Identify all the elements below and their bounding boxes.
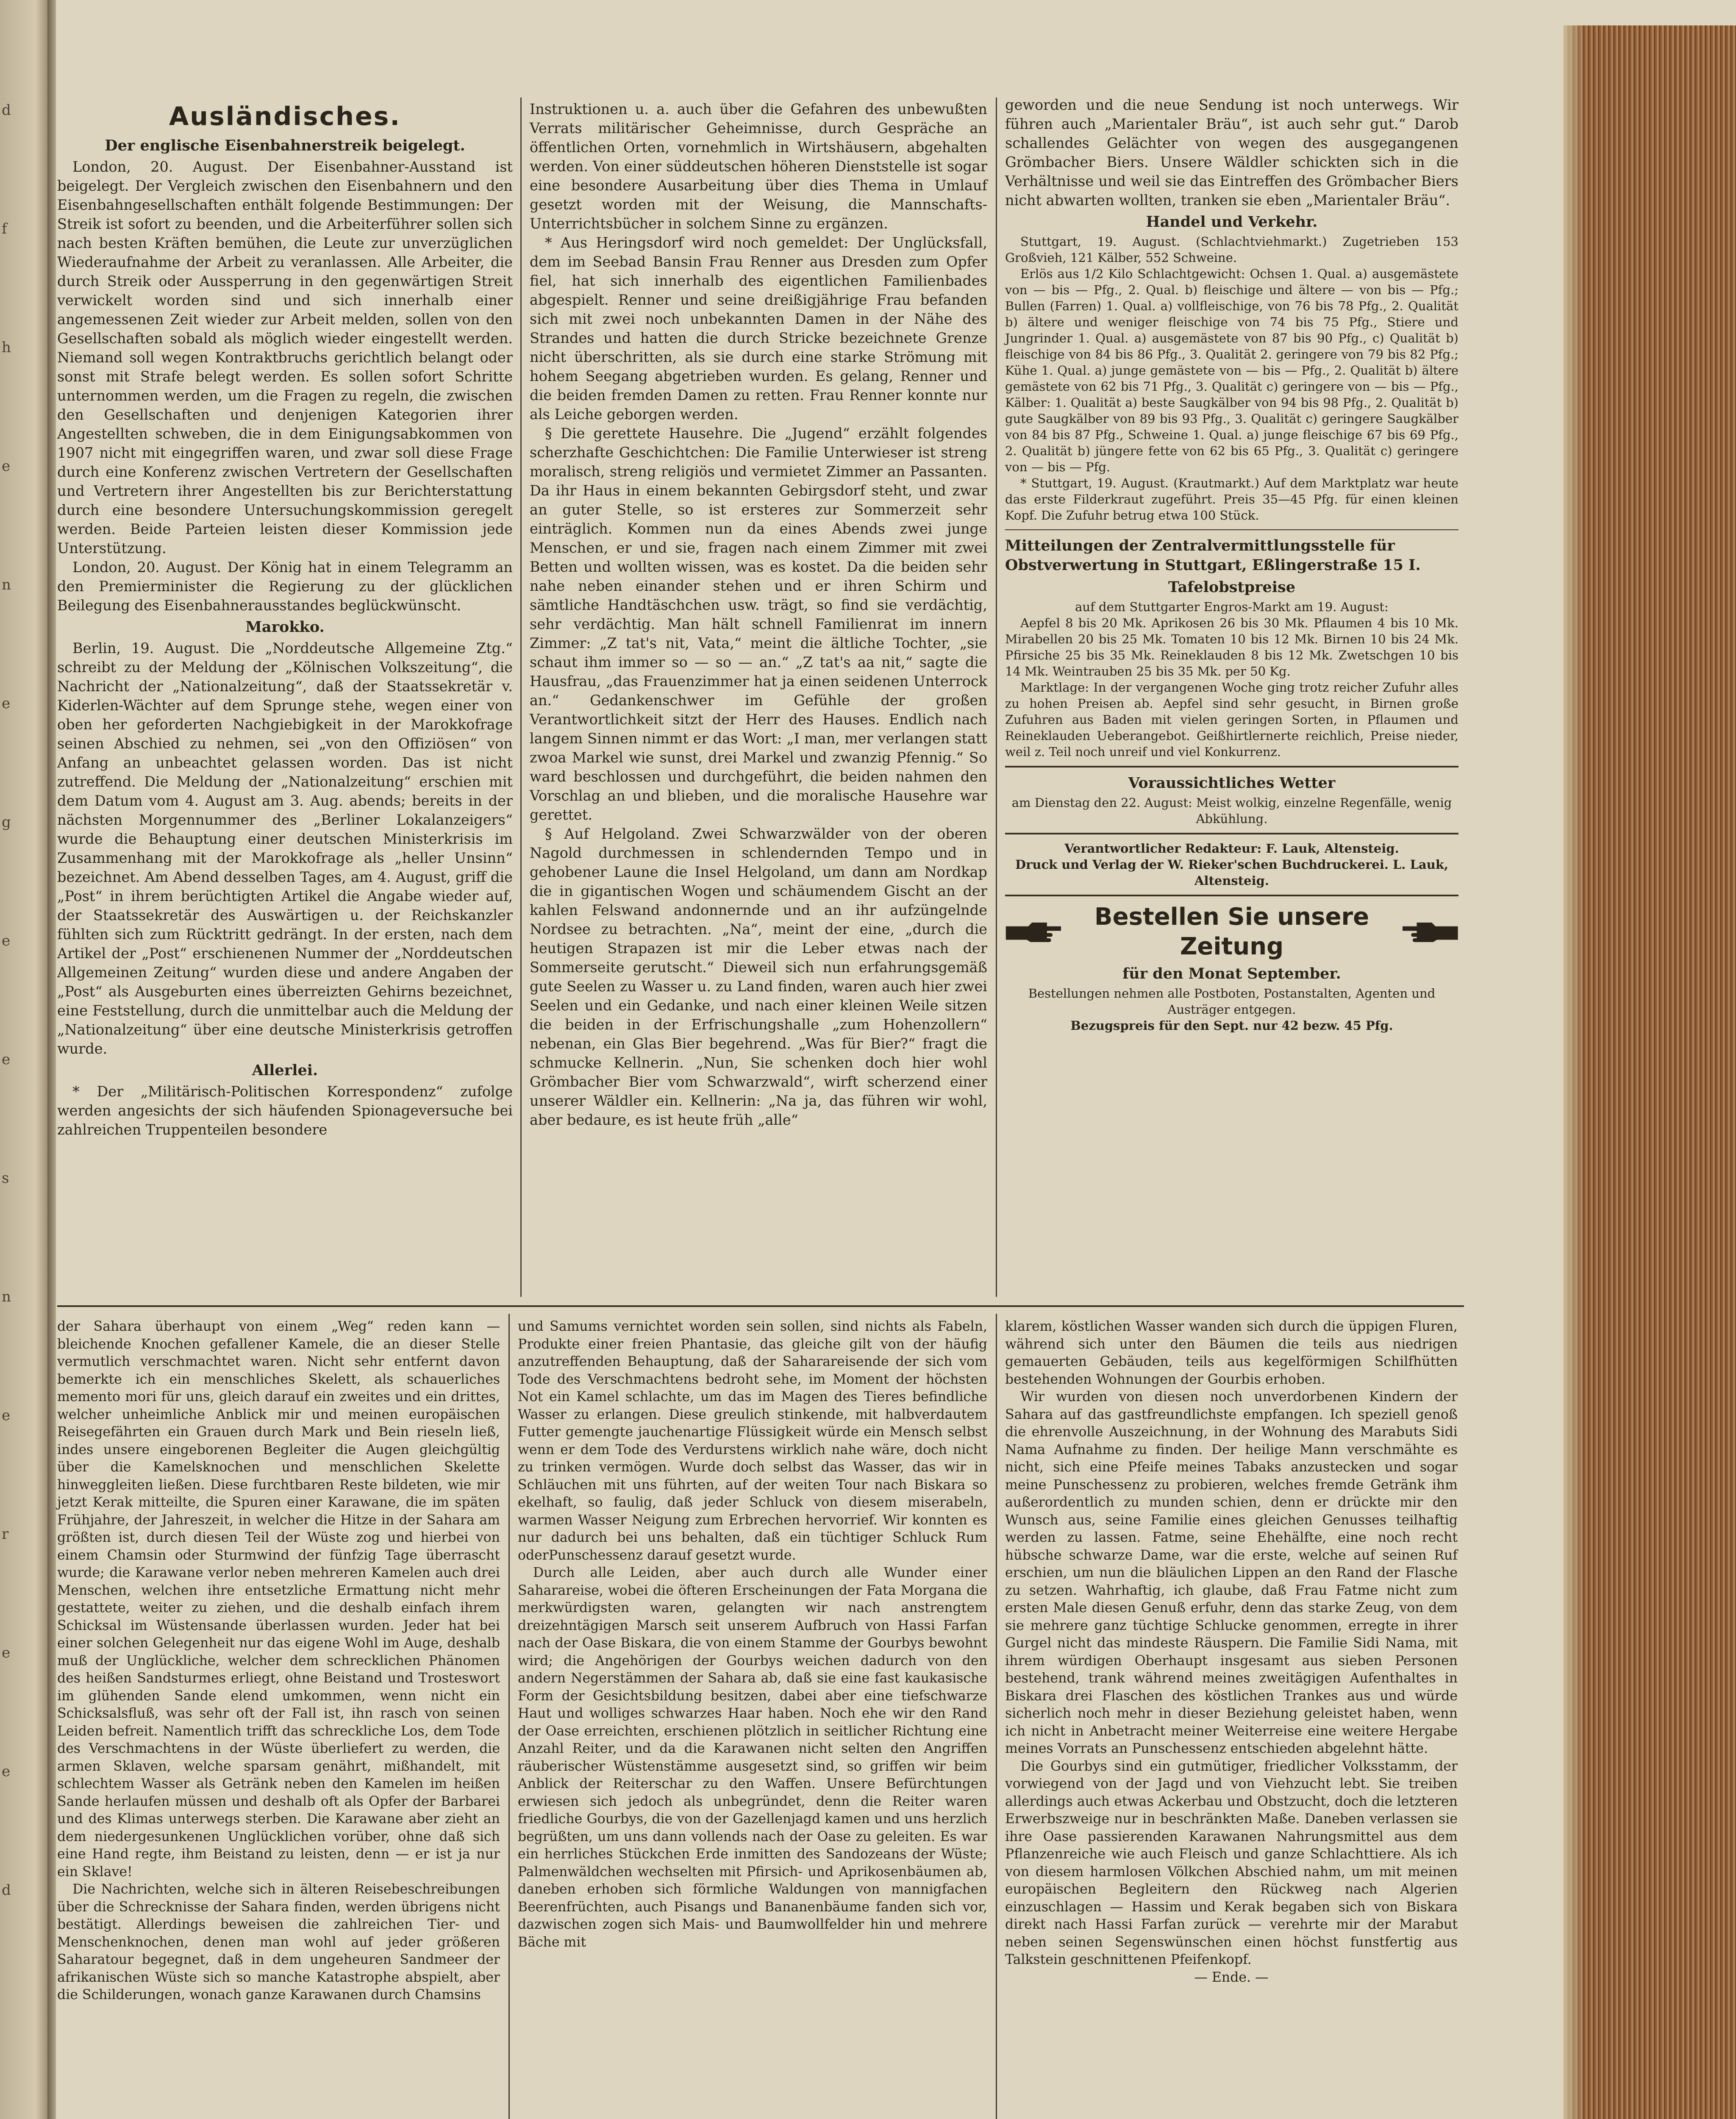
pointing-hand-left-icon — [1403, 920, 1458, 944]
story-paragraph: Wir wurden von diesen noch unverdorbenen Kindern der Sahara auf das gastfreundlichste empfangen. Ich speziell genoß die ehrenvolle Auszeichnung, in der Wohnung des Marabuts Sidi Nama Aufnahme zu finden. Der heilige Mann verschmähte es nicht, sich eine Pfeife meines Tabaks anzustecken und sogar meine Punschessenz zu probieren, welches fremde Getränk ihm außerordentlich zu munden schien, denn er drückte mir den Wunsch aus, seine Familie eines gleichen Genusses teilhaftig werden zu lassen. Fatme, seine Ehehälfte, eine noch recht hübsche schwarze Dame, war die erste, welche auf seinen Ruf erschien, um nun die bläulichen Lippen an den Rand der Flasche zu setzen. Wahrhaftig, ich glaube, daß Frau Fatme nicht zum ersten Male diesen Genuß erfuhr, denn das starke Zeug, von dem sie mehrere ganz tüchtige Schlucke genommen, erregte in ihrer Gurgel nicht das mindeste Räuspern. Die Familie Sidi Nama, mit ihrem würdigen Oberhaupt insgesamt aus sieben Personen bestehend, trank während meines zweitägigen Aufenthaltes in Biskara drei Flaschen des köstlichen Trankes aus und würde sicherlich noch mehr in dieser Beziehung geleistet haben, wenn ich nicht in Anbetracht meiner Weiterreise eine weitere Hergabe meines Vorrats an Punschessenz entschieden abgelehnt hätte. — [1005, 1389, 1458, 1756]
article-paragraph: Berlin, 19. August. Die „Norddeutsche Allgemeine Ztg.“ schreibt zu der Meldung der „Kölnischen Volkszeitung“, die Nachricht der „Nationalzeitung“, daß der Staatssekretär v. Kiderlen-Wächter auf dem Sprunge stehe, wegen einer von oben her geforderten Nachgiebigkeit in der Marokkofrage seinen Abschied zu nehmen, sei „von den Offiziösen“ von Anfang an unbeachtet gelassen worden. Das ist nicht zutreffend. Die Meldung der „Nationalzeitung“ erschien mit dem Datum vom 4. August am 3. Aug. abends; bereits in der nächsten Morgennummer des „Berliner Lokalanzeigers“ wurde die Behauptung einer deutschen Ministerkrisis im Zusammenhang mit der Marokkofrage als „heller Unsinn“ bezeichnet. Am Abend desselben Tages, am 4. August, griff die „Post“ in ihrem berüchtigten Artikel die Angabe wieder auf, der Staatssekretär des Auswärtigen u. der Reichskanzler fühlten sich zum Rücktritt gedrängt. In der ersten, nach dem Artikel der „Post“ erschienenen Nummer der „Norddeutschen Allgemeinen Zeitung“ wurden diese und andere Angaben der „Post“ als Ausgeburten eines überreizten Gehirns bezeichnet, eine Feststellung, durch die unmittelbar auch die Meldung der „Nationalzeitung“ über eine deutsche Ministerkrisis getroffen wurde. — [57, 640, 513, 1057]
divider — [1005, 895, 1458, 896]
left-page-fragment: e — [2, 458, 11, 475]
section-divider — [57, 1305, 1464, 1307]
column-middle — [530, 100, 987, 1129]
article-headline: Allerlei. — [252, 1062, 318, 1079]
column-rule — [996, 97, 997, 1297]
column-rule — [520, 97, 522, 1297]
feuilleton-column-1 — [57, 1318, 500, 2004]
imprint-publisher: Druck und Verlag der W. Rieker'schen Buchdruckerei. L. Lauk, Altensteig. — [1015, 857, 1449, 888]
subscription-price: Bezugspreis für den Sept. nur 42 bezw. 45 Pfg. — [1070, 1018, 1393, 1033]
column-rule — [508, 1314, 510, 2119]
market-report: Erlös aus 1/2 Kilo Schlachtgewicht: Ochsen 1. Qual. a) ausgemästete von — bis — Pfg., 2. Qual. b) fleischige und ältere — von bis — Pfg.; Bullen (Farren) 1. Qual. a) vollfleischige, von 76 bis 78 Pfg., 2. Qualität b) ältere und weniger fleischige von 74 bis 75 Pfg., Stiere und Jungrinder 1. Qual. a) ausgemästete von 87 bis 90 Pfg., c) Qualität b) fleischige von 84 bis 86 Pfg., 3. Qualität 2. geringere von 79 bis 82 Pfg.; Kühe 1. Qual. a) junge gemästete von — bis — Pfg., 2. Qualität b) ältere gemästete von 62 bis 71 Pfg., 3. Qualität c) geringere von — bis — Pfg., Kälber: 1. Qualität a) beste Saugkälber von 94 bis 98 Pfg., 2. Qualität b) gute Saugkälber von 89 bis 93 Pfg., 3. Qualität c) geringere Saugkälber von 84 bis 87 Pfg., Schweine 1. Qual. a) junge fleischige 67 bis 69 Pfg., 2. Qualität b) jüngere fette von 62 bis 65 Pfg., 3. Qualität c) geringere von — bis — Pfg. — [1005, 267, 1458, 474]
left-page-fragment: r — [2, 1526, 9, 1543]
left-page-fragment: e — [2, 1763, 11, 1780]
market-report: Stuttgart, 19. August. (Schlachtviehmarkt.) Zugetrieben 153 Großvieh, 121 Kälber, 552 Schweine. — [1005, 234, 1458, 265]
article-paragraph: London, 20. August. Der Eisenbahner-Ausstand ist beigelegt. Der Vergleich zwischen den Eisenbahnern und den Eisenbahngesellschaften enthält folgende Bestimmungen: Der Streik ist sofort zu beenden, und die Arbeiterführer sollen sich nach besten Kräften bemühen, die Leute zur unverzüglichen Wiederaufnahme der Arbeit zu veranlassen. Alle Arbeiter, die durch Streik oder Aussperrung in den gegenwärtigen Streit verwickelt worden sind und sich innerhalb einer angemessenen Zeit wieder zur Arbeit melden, sollen von den Gesellschaften sobald als möglich wieder eingestellt werden. Niemand soll wegen Kontraktbruchs gerichtlich belangt oder sonst mit Strafe belegt werden. Es sollen sofort Schritte unternommen werden, um die Fragen zu regeln, die zwischen den Gesellschaften und denjenigen Kategorien ihrer Angestellten schweben, die in dem Einigungsabkommen von 1907 nicht mit eingegriffen waren, und zwar soll diese Frage durch eine Konferenz zwischen Vertretern der Gesellschaften und Vertretern ihrer Angestellten bis zur Berichterstattung durch eine besondere Untersuchungskommission geregelt werden. Beide Parteien leisten dieser Kommission jede Unterstützung. — [57, 159, 513, 556]
book-gutter — [47, 0, 56, 2119]
left-page-fragment: s — [2, 1170, 9, 1187]
article-headline: Der englische Eisenbahnerstreik beigelegt. — [105, 137, 465, 154]
pointing-hand-right-icon — [1005, 920, 1061, 944]
subheading: auf dem Stuttgarter Engros-Markt am 19. August: — [1075, 600, 1389, 614]
story-end-mark: — Ende. — — [1194, 1969, 1269, 1985]
left-page-fragment: e — [2, 1644, 11, 1661]
divider — [1005, 766, 1458, 768]
left-page-fragment: e — [2, 1051, 11, 1068]
price-list: Aepfel 8 bis 20 Mk. Aprikosen 26 bis 30 Mk. Pflaumen 4 bis 10 Mk. Mirabellen 20 bis 25 Mk. Tomaten 10 bis 12 Mk. Birnen 10 bis 24 Mk. Pfirsiche 25 bis 35 Mk. Reineklauden 8 bis 12 Mk. Zwetschgen 10 bis 14 Mk. Weintrauben 25 bis 35 Mk. per 50 Kg. — [1005, 616, 1458, 679]
feuilleton-column-2 — [518, 1318, 987, 1951]
article-paragraph: * Der „Militärisch-Politischen Korrespondenz“ zufolge werden angesichts der sich häufenden Spionageversuche bei zahlreichen Truppenteilen besondere — [57, 1083, 513, 1138]
subscription-text: Bestellungen nehmen alle Postboten, Postanstalten, Agenten und Austräger entgegen. — [1028, 986, 1436, 1017]
section-title: Mitteilungen der Zentralvermittlungsstelle für Obstverwertung in Stuttgart, Eßlingerstraße 15 I. — [1005, 537, 1421, 574]
section-title: Ausländisches. — [169, 102, 401, 131]
left-page-fragment: n — [2, 1288, 11, 1305]
story-paragraph: der Sahara überhaupt von einem „Weg“ reden kann — bleichende Knochen gefallener Kamele, die an dieser Stelle vermutlich verschmachtet waren. Nicht sehr entfernt davon bemerkte ich ein menschliches Skelett, als schauerliches memento mori für uns, gleich darauf ein zweites und ein drittes, welcher unheimliche Anblick mir und meinen europäischen Reisegefährten ein Grauen durch Mark und Bein rieseln ließ, indes unsere eingeborenen Begleiter die Augen gleichgültig über die Kamelsknochen und menschlichen Skelette hinweggleiten ließen. Diese furchtbaren Reste bildeten, wie mir jetzt Kerak mitteilte, die Spuren einer Karawane, die im späten Frühjahre, der Jahreszeit, in welcher die Hitze in der Sahara am größten ist, durch diesen Teil der Wüste zog und hierbei von einem Chamsin oder Sturmwind der fünfzig Tage überrascht wurde; die Karawane verlor neben mehreren Kamelen auch drei Menschen, welchen ihre entsetzliche Ermattung nicht mehr gestattete, weiter zu ziehen, und die deshalb einfach ihrem Schicksal im Wüstensande überlassen wurden. Jeder hat bei einer solchen Gelegenheit nur das eigene Wohl im Auge, deshalb muß der Unglückliche, welcher dem schrecklichen Phänomen des heißen Sandsturmes erliegt, ohne Beistand und Trosteswort im glühenden Sande elend umkommen, wenn nicht ein Schicksalsfluß, was sehr oft der Fall ist, ihn rasch von seinen Leiden befreit. Namentlich trifft das schreckliche Los, dem Tode des Verschmachtens in der Wüste überliefert zu werden, die armen Sklaven, welche sparsam genährt, mißhandelt, mit schlechtem Wasser als Getränk neben den Kamelen im heißen Sande herlaufen müssen und deshalb oft als Opfer der Barbarei und des Klimas unterwegs sterben. Die Karawane aber zieht an dem niedergesunkenen Unglücklichen vorüber, ohne daß sich eine Hand regte, ihm Beistand zu leisten, denn — er ist ja nur ein Sklave! — [57, 1319, 500, 1880]
left-page-fragment: d — [2, 1882, 11, 1899]
left-page-fragment: n — [2, 576, 11, 593]
left-page-fragment: d — [2, 102, 11, 119]
article-paragraph: London, 20. August. Der König hat in einem Telegramm an den Premierminister die Regierung zu der glücklichen Beilegung des Eisenbahnerausstandes beglückwünscht. — [57, 559, 513, 614]
weather-forecast: am Dienstag den 22. August: Meist wolkig, einzelne Regenfälle, wenig Abkühlung. — [1011, 795, 1452, 826]
left-page-fragment: f — [2, 220, 7, 237]
article-headline: Marokko. — [245, 618, 325, 636]
left-page-fragment: h — [2, 339, 11, 356]
story-paragraph: und Samums vernichtet worden sein sollen, sind nichts als Fabeln, Produkte einer freien Phantasie, das gleiche gilt von der häufig anzutreffenden Behauptung, daß der Saharareisende der sich vom Tode des Verschmachtens bedroht sehe, im Moment der höchsten Not ein Kamel schlachte, um das im Magen des Tieres befindliche Wasser zu erlangen. Diese greulich stinkende, mit halbverdautem Futter gemengte jauchenartige Flüssigkeit würde ein Mensch selbst wenn er dem Tode des Verdurstens wirklich nahe wäre, doch nicht zu trinken vermögen. Wurde doch selbst das Wasser, das wir in Schläuchen mit uns führten, auf der weiten Tour nach Biskara so ekelhaft, so faulig, daß jeder Schluck von diesem miserabeln, warmen Wasser Neigung zum Erbrechen hervorrief. Wir konnten es nur dadurch bei uns behalten, daß ein tüchtiger Schluck Rum oderPunschessenz darauf gesetzt wurde. — [518, 1319, 987, 1563]
article-paragraph: * Aus Heringsdorf wird noch gemeldet: Der Unglücksfall, dem im Seebad Bansin Frau Renner aus Dresden zum Opfer fiel, hat sich innerhalb des eigentlichen Familienbades abgespielt. Renner und seine dreißigjährige Frau befanden sich mit zwei noch unbekannten Damen in der Nähe des Strandes und hatten die durch Stricke bezeichnete Grenze nicht überschritten, als sie durch eine starke Strömung mit hohem Seegang abgetrieben wurden. Es gelang, Renner und die beiden fremden Damen zu retten. Frau Renner konnte nur als Leiche geborgen werden. — [530, 234, 987, 423]
column-rule — [996, 1314, 997, 2119]
story-paragraph: Durch alle Leiden, aber auch durch alle Wunder einer Saharareise, wobei die öfteren Erscheinungen der Fata Morgana die merkwürdigsten waren, gelangten wir nach anstrengtem dreizehntägigen Marsch seit unserem Aufbruch von Hassi Farfan nach der Oase Biskara, die von einem Stamme der Gourbys bewohnt wird; die Angehörigen der Gourbys weichen dadurch von den andern Negerstämmen der Sahara ab, daß sie eine fast kaukasische Form der Gesichtsbildung besitzen, dabei aber eine tiefschwarze Haut und wolliges schwarzes Haar haben. Noch ehe wir den Rand der Oase erreichten, erschienen plötzlich in seitlicher Richtung eine Anzahl Reiter, und da die Karawanen nicht selten den Angriffen räuberischer Wüstenstämme ausgesetzt sind, so griffen wir beim Anblick der Reiterschar zu den Waffen. Unsere Befürchtungen erwiesen sich jedoch als unbegründet, denn die Reiter waren friedliche Gourbys, die von der Gazellenjagd kamen und uns herzlich begrüßten, um uns dann vollends nach der Oase zu geleiten. Es war ein herrliches Stückchen Erde inmitten des Sandozeans der Wüste; Palmenwäldchen wechselten mit Pfirsich- und Aprikosenbäumen ab, daneben erhoben sich förmliche Waldungen von mannigfachen Beerenfrüchten, auch Pisangs und Bananenbäume fanden sich vor, dazwischen zogen sich Mais- und Baumwollfelder hin und mehrere Bäche mit — [518, 1565, 987, 1950]
adjacent-page-edge — [0, 0, 51, 2119]
story-paragraph: klarem, köstlichen Wasser wanden sich durch die üppigen Fluren, während sich unter den Bäumen die teils aus niedrigen gemauerten Gebäuden, teils aus kegelförmigen Schilfhütten bestehenden Wohnungen der Gourbis erhoben. — [1005, 1319, 1458, 1387]
divider — [1005, 529, 1458, 530]
story-paragraph: Die Nachrichten, welche sich in älteren Reisebeschreibungen über die Schrecknisse der Sahara finden, werden übrigens nicht bestätigt. Allerdings beweisen die zahlreichen Tier- und Menschenknochen, denen man wohl auf jeder größeren Saharatour begegnet, daß in dem ungeheuren Sandmeer der afrikanischen Wüste sich so manche Katastrophe abspielt, aber die Schilderungen, wonach ganze Karawanen durch Chamsins — [57, 1882, 500, 2002]
subscription-month: für den Monat September. — [1122, 965, 1341, 982]
story-paragraph: Die Gourbys sind ein gutmütiger, friedlicher Volksstamm, der vorwiegend von der Jagd und von Viehzucht lebt. Sie treiben allerdings auch etwas Ackerbau und Obstzucht, doch die letzteren Erwerbszweige nur in beschränkten Maße. Daneben verlassen sie ihre Oase passierenden Karawanen Nahrungsmittel aus dem Pflanzenreiche wie auch Fleisch und ganze Schlachttiere. Als ich von diesem harmlosen Völkchen Abschied nahm, um mit meinen europäischen Begleitern den Rückweg nach Algerien einzuschlagen — Hassim und Kerak begaben sich von Biskara direkt nach Hassi Farfan zurück — verehrte mir der Marabut neben seinen Segenswünschen einen höchst funstfertig aus Talkstein geschnittenen Pfeifenkopf. — [1005, 1758, 1458, 1967]
market-report: Marktlage: In der vergangenen Woche ging trotz reicher Zufuhr alles zu hohen Preisen ab. Aepfel sind sehr gesucht, in Birnen große Zufuhren aus Baden mit vielen geringen Sorten, in Pflaumen und Reineklauden Ueberangebot. Geißhirtlernerte reichlich, Preise nieder, weil z. Teil noch unreif und viel Konkurrenz. — [1005, 680, 1458, 759]
left-page-fragment: e — [2, 1407, 11, 1424]
left-page-fragment: e — [2, 695, 11, 712]
article-paragraph: § Die gerettete Hausehre. Die „Jugend“ erzählt folgendes scherzhafte Geschichtchen: Die Familie Unterwieser ist streng moralisch, streng religiös und vermietet Zimmer an Passanten. Da ihr Haus in einem bekannten Gebirgsdorf steht, und zwar an guter Stelle, so ist ersteres zur Sommerzeit sehr einträglich. Kommen nun da eines Abends zwei junge Menschen, er und sie, fragen nach einem Zimmer mit zwei Betten und wollten wissen, was es kostet. Da die beiden sehr nahe neben einander stehen und er ihren Schirm und sämtliche Handtäschchen usw. trägt, so find sie verdächtig, sehr verdächtig. Man hält schnell Familienrat im innern Zimmer: „Z tat's nit, Vata,“ meint die ältliche Tochter, „sie schaut ihm immer so — so — an.“ „Z tat's aa nit,“ sagte die Hausfrau, „das Frauenzimmer hat ja einen seidenen Unterrock an.“ Gedankenschwer im Gefühle der großen Verantwortlichkeit sitzt der Herr des Hauses. Endlich nach langem Sinnen nimmt er das Wort: „I man, mer verlangen statt zwoa Markel wie sunst, drei Markel und zwanzig Pfennig.“ So ward beschlossen und durchgeführt, die beiden nahmen den Vorschlag an und blieben, und die moralische Hausehre war gerettet. — [530, 425, 987, 823]
article-paragraph: Instruktionen u. a. auch über die Gefahren des unbewußten Verrats militärischer Geheimnisse, durch Gespräche an öffentlichen Orten, vornehmlich in Wirtshäusern, abgehalten werden. Von einer süddeutschen höheren Dienststelle ist sogar eine besondere Ausarbeitung über dies Thema in Umlauf gesetzt worden mit der Weisung, die Mannschafts-Unterrichtsbücher in solchem Sinne zu ergänzen. — [530, 101, 987, 232]
section-title: Handel und Verkehr. — [1146, 213, 1318, 231]
left-page-fragment: e — [2, 932, 11, 949]
article-paragraph: geworden und die neue Sendung ist noch unterwegs. Wir führen auch „Marientaler Bräu“, ist auch sehr gut.“ Darob schallendes Gelächter von wegen des ausgegangenen Grömbacher Biers. Unsere Wäldler schickten sich in die Verhältnisse und weil sie das Eintreffen des Grömbacher Biers nicht abwarten wollten, tranken sie eben „Marientaler Bräu“. — [1005, 97, 1458, 209]
market-report: * Stuttgart, 19. August. (Krautmarkt.) Auf dem Marktplatz war heute das erste Filderkraut zugeführt. Preis 35—45 Pfg. für einen kleinen Kopf. Die Zufuhr betrug etwa 100 Stück. — [1005, 476, 1458, 523]
subscription-banner — [1005, 902, 1458, 962]
article-paragraph: § Auf Helgoland. Zwei Schwarzwälder von der oberen Nagold durchmessen in schlendernden Tempo und in gehobener Laune die Insel Helgoland, um dann am Nordkap die in gigantischen Wogen und schäumendem Gischt an der kahlen Felswand andonnernde und an ihr aufzüngelnde Nordsee zu betrachten. „Na“, meint der eine, „durch die heutigen Strapazen ist mir die Leber etwas nach der Sommerseite gerutscht.“ Dieweil sich nun erfahrungsgemäß gute Seelen zu Wasser u. zu Land finden, waren auch hier zwei Seelen und ein Gedanke, und nach einer kleinen Weile sitzen die beiden in der Erfrischungshalle „zum Hohenzollern“ nebenan, ein Glas Bier begehrend. „Was für Bier?“ fragt die schmucke Kellnerin. „Nun, Sie schenken doch hier wohl Grömbacher Bier vom Schwarzwald“, wirft scherzend einer unserer Wäldler ein. Kellnerin: „Na ja, das führen wir wohl, aber bedaure, es ist heute früh „alle“ — [530, 826, 987, 1128]
subscription-headline: Bestellen Sie unsere Zeitung — [1094, 903, 1369, 960]
subheading: Tafelobstpreise — [1168, 578, 1296, 596]
feuilleton-column-3 — [1005, 1318, 1458, 1986]
column-auslaendisches — [57, 100, 513, 1139]
section-title: Voraussichtliches Wetter — [1128, 774, 1336, 792]
imprint-editor: Verantwortlicher Redakteur: F. Lauk, Altensteig. — [1064, 841, 1399, 856]
left-page-fragment: g — [2, 814, 11, 831]
column-right — [1005, 95, 1458, 1034]
bound-page-edges — [1564, 25, 1736, 2119]
divider — [1005, 833, 1458, 834]
